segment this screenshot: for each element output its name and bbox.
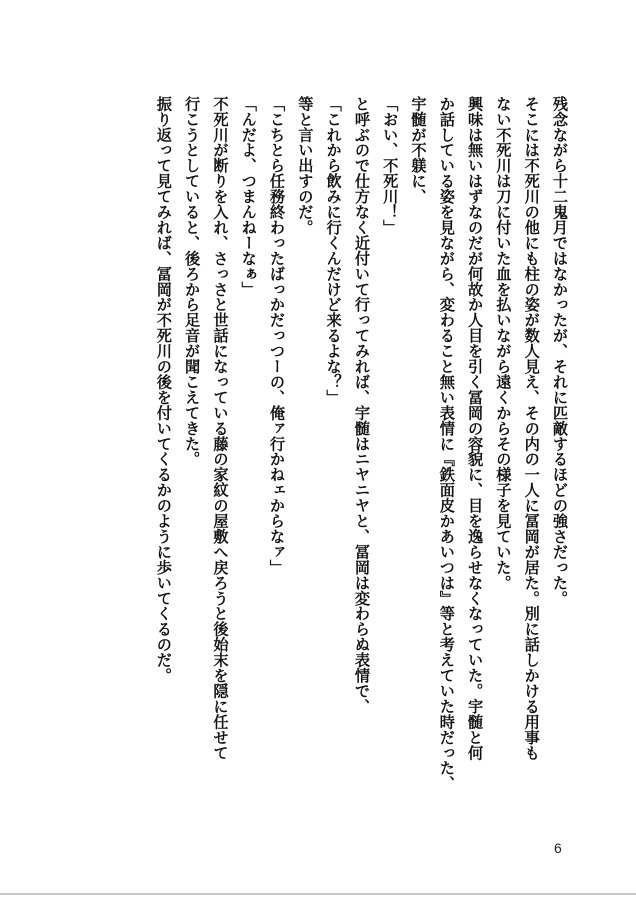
- vertical-text-body: [150, 96, 574, 796]
- text-line-2: そこには不死川の他にも柱の姿が数人見え、その内の一人に冨岡が居た。別に話しかける用事も: [522, 96, 541, 761]
- text-line-15: 振り返って見てみれば、冨岡が不死川の後を付いてくるかのように歩いてくるのだ。: [154, 96, 173, 684]
- text-line-6: 宇髄が不躾に、: [409, 96, 428, 205]
- text-line-11: 「こちとら任務終わったばっかだっつーの、俺ァ行かねェからなァ」: [268, 96, 287, 575]
- text-line-8: と呼ぶので仕方なく近付いて行ってみれば、宇髄はニヤニヤと、冨岡は変わらぬ表情で、: [352, 96, 371, 714]
- text-line-3: ない不死川は刀に付いた血を払いながら遠くからその様子を見ていた。: [494, 96, 513, 591]
- text-line-4: 興味は無いはずなのだが何故か人目を引く冨岡の容貌に、目を逸らせなくなっていた。宇髄と何: [466, 96, 485, 761]
- text-line-1: 残念ながら十二鬼月ではなかったが、それに匹敵するほどの強さだった。: [551, 96, 569, 606]
- bottom-divider: [0, 893, 636, 895]
- text-line-13: 不死川が断りを入れ、さっさと世話になっている藤の家紋の屋敷へ戻ろうと後始末を隠に任せて: [211, 96, 230, 761]
- text-line-9: 「これから飲みに行くんだけど来るよな？」: [324, 96, 343, 405]
- text-line-7: 「おい、不死川！」: [381, 96, 400, 236]
- text-line-12: 「んだよ、つまんねーなぁ」: [239, 96, 258, 297]
- text-line-14: 行こうとしていると、後ろから足音が聞こえてきた。: [183, 96, 202, 467]
- page-number: 6: [554, 840, 562, 856]
- text-line-10: 等と言い出すのだ。: [296, 96, 315, 236]
- text-line-5: か話している姿を見ながら、変わること無い表情に『鉄面皮かあいつは』等と考えていた時だった、: [437, 96, 456, 792]
